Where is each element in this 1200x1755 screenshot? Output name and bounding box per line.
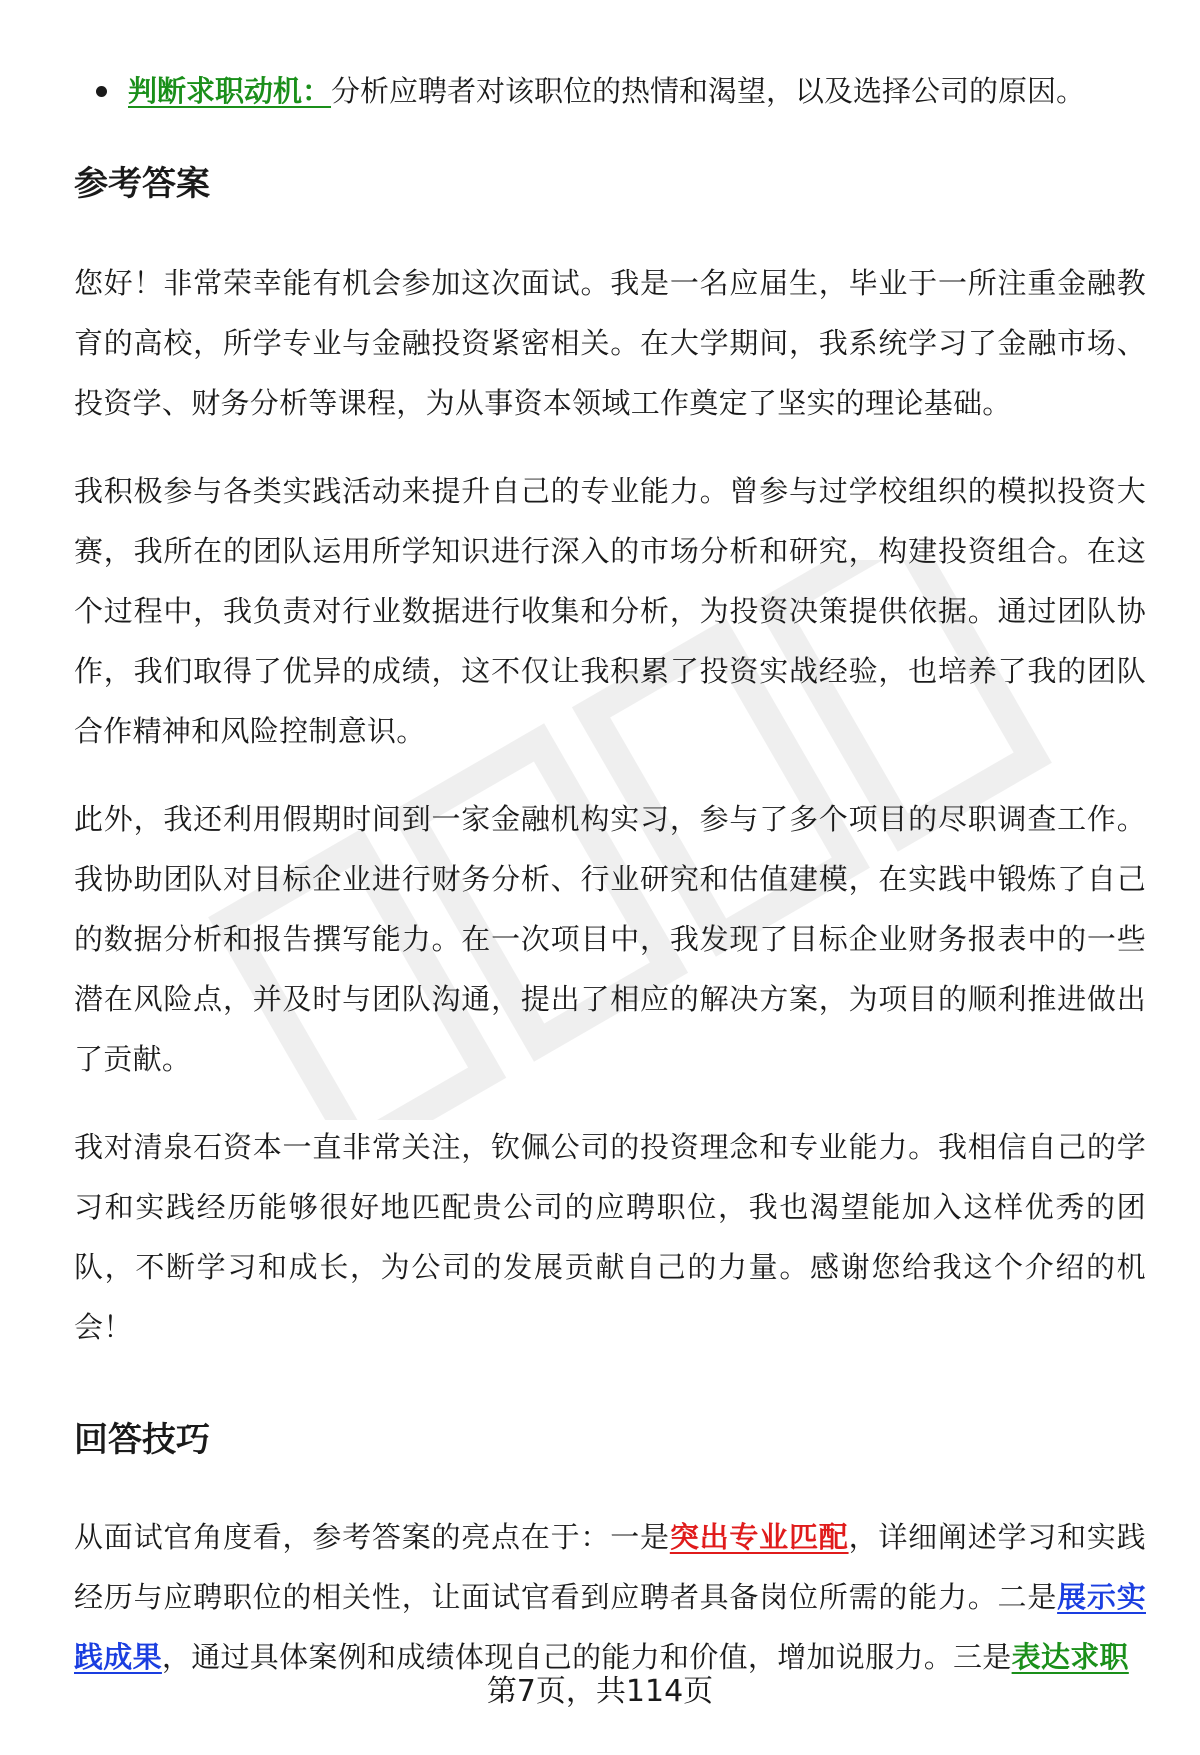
tips-paragraph xyxy=(74,1507,1146,1687)
tips-highlight-practice-results: 展示实践成果 xyxy=(74,1580,1146,1674)
answer-paragraph-1: 您好！非常荣幸能有机会参加这次面试。我是一名应届生，毕业于一所注重金融教育的高校，所学专业与金融投资紧密相关。在大学期间，我系统学习了金融市场、投资学、财务分析等课程，为从事资本领域工作奠定了坚实的理论基础。 xyxy=(74,266,1146,420)
answer-paragraph-3: 此外，我还利用假期时间到一家金融机构实习，参与了多个项目的尽职调查工作。我协助团队对目标企业进行财务分析、行业研究和估值建模，在实践中锻炼了自己的数据分析和报告撰写能力。在一次项目中，我发现了目标企业财务报表中的一些潜在风险点，并及时与团队沟通，提出了相应的解决方案，为项目的顺利推进做出了贡献。 xyxy=(74,802,1146,1076)
tips-highlight-motivation: 表达求职 xyxy=(1011,1640,1129,1674)
tips-text-1: 从面试官角度看，参考答案的亮点在于：一是 xyxy=(74,1520,670,1554)
tips-heading: 回答技巧 xyxy=(74,1420,210,1460)
document-page xyxy=(74,0,1146,1687)
bullet-item-motivation xyxy=(74,63,1146,119)
page-footer: 第7页，共114页 xyxy=(486,1674,714,1709)
answer-paragraph-2: 我积极参与各类实践活动来提升自己的专业能力。曾参与过学校组织的模拟投资大赛，我所在的团队运用所学知识进行深入的市场分析和研究，构建投资组合。在这个过程中，我负责对行业数据进行收集和分析，为投资决策提供依据。通过团队协作，我们取得了优异的成绩，这不仅让我积累了投资实战经验，也培养了我的团队合作精神和风险控制意识。 xyxy=(74,474,1146,748)
answer-paragraph-4: 我对清泉石资本一直非常关注，钦佩公司的投资理念和专业能力。我相信自己的学习和实践经历能够很好地匹配贵公司的应聘职位，我也渴望能加入这样优秀的团队，不断学习和成长，为公司的发展贡献自己的力量。感谢您给我这个介绍的机会！ xyxy=(74,1130,1146,1344)
tips-highlight-professional-match: 突出专业匹配 xyxy=(669,1520,849,1554)
tips-text-3: ，通过具体案例和成绩体现自己的能力和价值，增加说服力。三是 xyxy=(161,1640,1012,1674)
tips-text-2: ，详细阐述学习和实践经历与应聘职位的相关性，让面试官看到应聘者具备岗位所需的能力。二是 xyxy=(74,1520,1146,1614)
bullet-label: 判断求职动机： xyxy=(128,74,332,108)
answer-heading: 参考答案 xyxy=(74,164,210,204)
bullet-text: 分析应聘者对该职位的热情和渴望，以及选择公司的原因。 xyxy=(331,74,1086,108)
bullet-dot xyxy=(96,86,107,97)
